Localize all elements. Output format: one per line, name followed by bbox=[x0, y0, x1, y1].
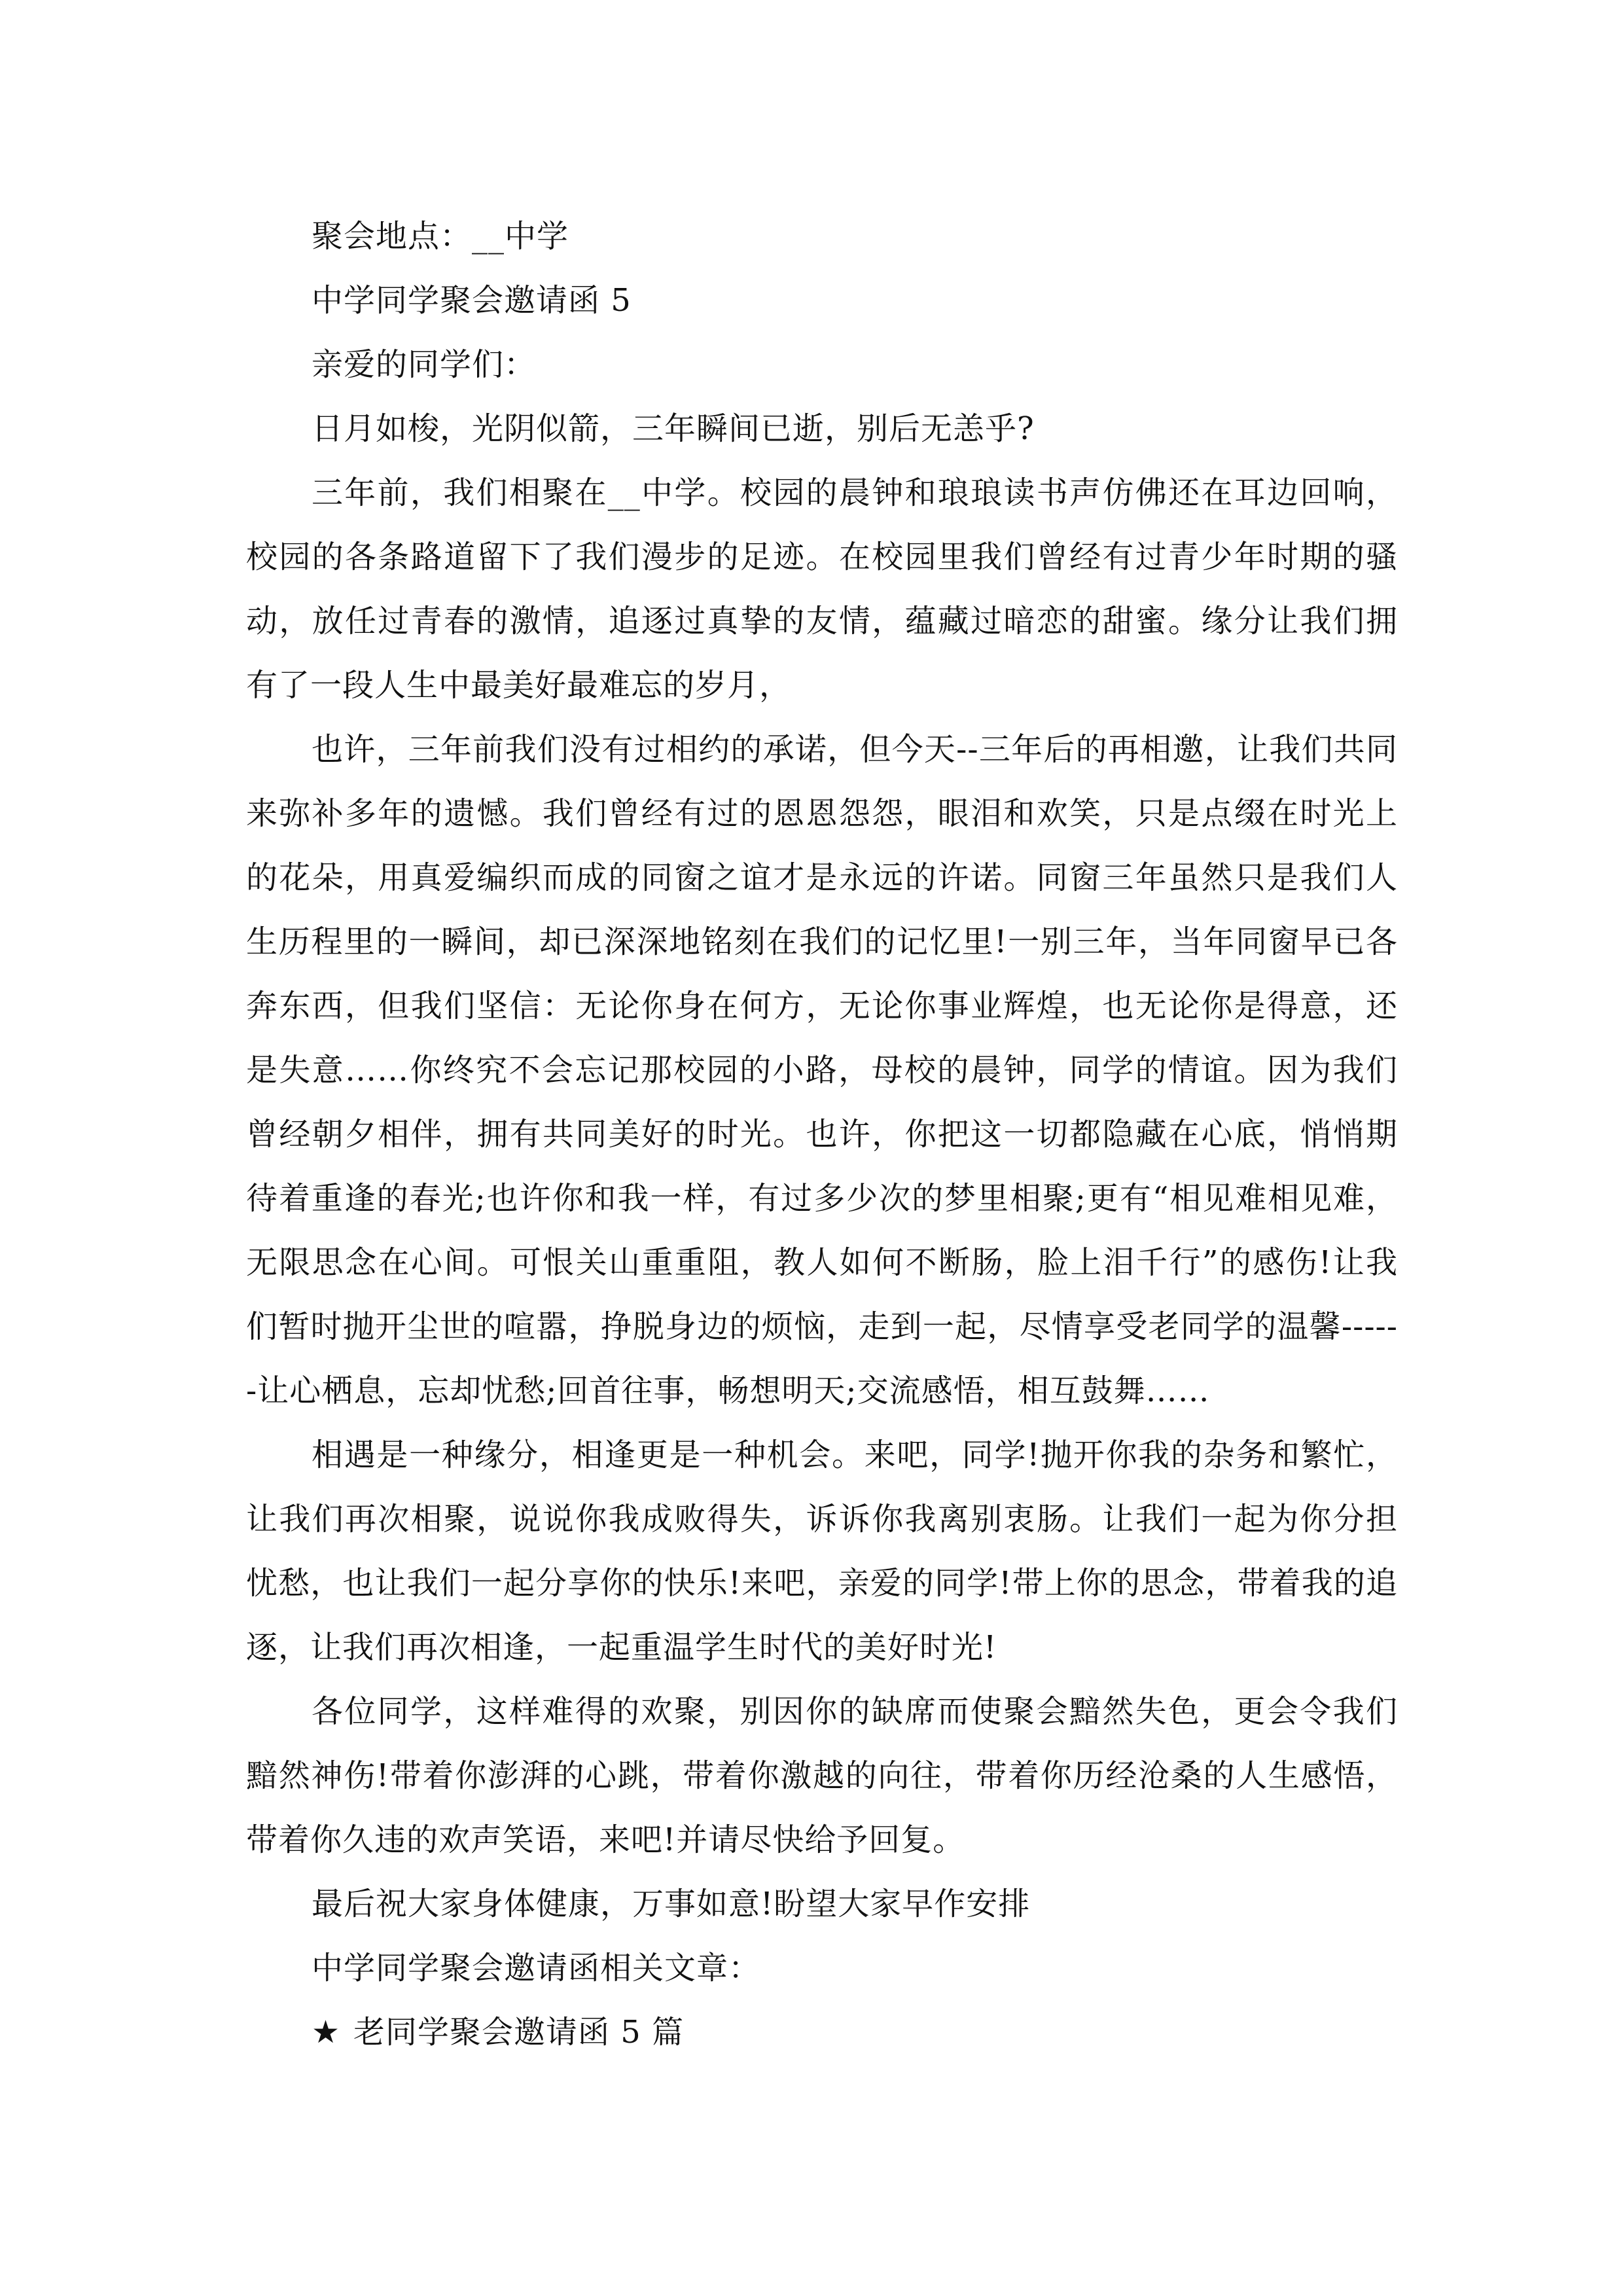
body-paragraph: 各位同学，这样难得的欢聚，别因你的缺席而使聚会黯然失色，更会令我们黯然神伤!带着你澎湃的心跳，带着你激越的向往，带着你历经沧桑的人生感悟，带着你久违的欢声笑语，来吧!并请尽快给予回复。 bbox=[246, 1693, 1398, 1858]
related-article-label: 老同学聚会邀请函 5 篇 bbox=[353, 2014, 685, 2051]
salutation: 亲爱的同学们： bbox=[312, 346, 537, 383]
document-body bbox=[246, 204, 1398, 2064]
related-article-link[interactable] bbox=[246, 2000, 1398, 2064]
body-paragraph: 也许，三年前我们没有过相约的承诺，但今天--三年后的再相邀，让我们共同来弥补多年的遗憾。我们曾经有过的恩恩怨怨，眼泪和欢笑，只是点缀在时光上的花朵，用真爱编织而成的同窗之谊才是永远的许诺。同窗三年虽然只是我们人生历程里的一瞬间，却已深深地铭刻在我们的记忆里!一别三年，当年同窗早已各奔东西，但我们坚信：无论你身在何方，无论你事业辉煌，也无论你是得意，还是失意……你终究不会忘记那校园的小路，母校的晨钟，同学的情谊。因为我们曾经朝夕相伴，拥有共同美好的时光。也许，你把这一切都隐藏在心底，悄悄期待着重逢的春光;也许你和我一样，有过多少次的梦里相聚;更有“相见难相见难，无限思念在心间。可恨关山重重阻，教人如何不断肠，脸上泪千行”的感伤!让我们暂时抛开尘世的喧嚣，挣脱身边的烦恼，走到一起，尽情享受老同学的温馨------让心栖息，忘却忧愁;回首往事，畅想明天;交流感悟，相互鼓舞…… bbox=[246, 731, 1398, 1409]
body-paragraph: 三年前，我们相聚在__中学。校园的晨钟和琅琅读书声仿佛还在耳边回响，校园的各条路道留下了我们漫步的足迹。在校园里我们曾经有过青少年时期的骚动，放任过青春的激情，追逐过真挚的友情，蕴藏过暗恋的甜蜜。缘分让我们拥有了一段人生中最美好最难忘的岁月， bbox=[246, 475, 1398, 704]
opening-line: 日月如梭，光阴似箭，三年瞬间已逝，别后无恙乎? bbox=[312, 410, 1035, 447]
closing-line: 最后祝大家身体健康，万事如意!盼望大家早作安排 bbox=[312, 1886, 1031, 1922]
body-paragraph: 相遇是一种缘分，相逢更是一种机会。来吧，同学!抛开你我的杂务和繁忙，让我们再次相聚，说说你我成败得失，诉诉你我离别衷肠。让我们一起为你分担忧愁，也让我们一起分享你的快乐!来吧，亲爱的同学!带上你的思念，带着我的追逐，让我们再次相逢，一起重温学生时代的美好时光! bbox=[246, 1437, 1398, 1666]
related-articles-heading: 中学同学聚会邀请函相关文章： bbox=[312, 1950, 761, 1986]
venue-line: 聚会地点：__中学 bbox=[312, 218, 569, 255]
document-heading: 中学同学聚会邀请函 5 bbox=[312, 282, 632, 319]
star-icon: ★ bbox=[312, 2014, 341, 2051]
